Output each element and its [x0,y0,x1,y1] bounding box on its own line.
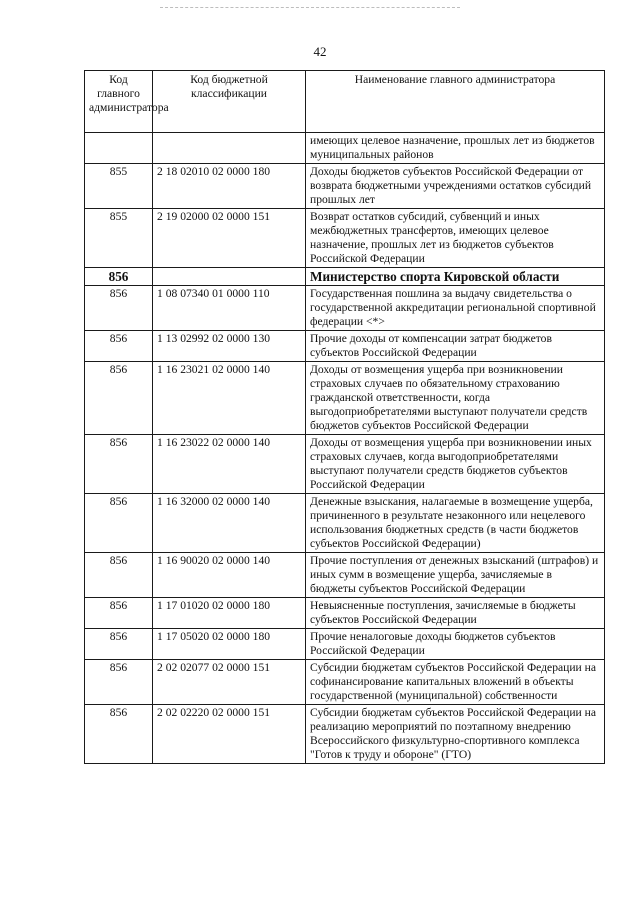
table-row [85,435,605,494]
cell-budget-code: 1 16 23021 02 0000 140 [153,362,306,435]
table-row [85,362,605,435]
cell-budget-code: 1 16 32000 02 0000 140 [153,494,306,553]
table-body [85,133,605,764]
cell-admin-name: Доходы от возмещения ущерба при возникновении иных страховых случаев, когда выгодоприобретателями выступают получатели средств бюджетов субъектов Российской Федерации [306,435,605,494]
cell-admin-code: 856 [85,435,153,494]
table-row [85,494,605,553]
header-budget-code: Код бюджетной классификации [153,71,306,133]
cell-admin-code: 856 [85,598,153,629]
cell-budget-code: 2 02 02220 02 0000 151 [153,705,306,764]
table-row-section [85,268,605,286]
cell-admin-name: Доходы от возмещения ущерба при возникновении страховых случаев по обязательному страхованию гражданской ответственности, когда выгодоприобретателями выступают получатели средств бюджетов субъектов Российской Федерации [306,362,605,435]
cell-admin-name: Доходы бюджетов субъектов Российской Федерации от возврата бюджетными учреждениями остатков субсидий прошлых лет [306,164,605,209]
cell-budget-code: 1 08 07340 01 0000 110 [153,286,306,331]
cell-budget-code: 2 19 02000 02 0000 151 [153,209,306,268]
cell-admin-name: Государственная пошлина за выдачу свидетельства о государственной аккредитации региональной спортивной федерации <*> [306,286,605,331]
table-row [85,660,605,705]
administrators-table [84,70,605,764]
table-row [85,209,605,268]
cell-admin-name: Невыясненные поступления, зачисляемые в бюджеты субъектов Российской Федерации [306,598,605,629]
cell-budget-code: 2 02 02077 02 0000 151 [153,660,306,705]
cell-budget-code: 1 16 23022 02 0000 140 [153,435,306,494]
cell-admin-code: 856 [85,331,153,362]
cell-budget-code [153,133,306,164]
page-number: 42 [313,44,327,59]
cell-admin-code: 856 [85,629,153,660]
cell-budget-code: 2 18 02010 02 0000 180 [153,164,306,209]
cell-admin-code: 856 [85,268,153,286]
table-row [85,598,605,629]
cell-admin-code: 855 [85,209,153,268]
header-admin-name: Наименование главного администратора [306,71,605,133]
cell-admin-code: 856 [85,705,153,764]
table-row [85,133,605,164]
cell-budget-code: 1 17 01020 02 0000 180 [153,598,306,629]
header-row [85,71,605,133]
top-scan-mark [160,7,460,8]
table-row [85,331,605,362]
cell-budget-code: 1 13 02992 02 0000 130 [153,331,306,362]
table-row [85,286,605,331]
cell-admin-name: Прочие доходы от компенсации затрат бюджетов субъектов Российской Федерации [306,331,605,362]
cell-admin-name: имеющих целевое назначение, прошлых лет из бюджетов муниципальных районов [306,133,605,164]
cell-admin-code: 856 [85,660,153,705]
table-row [85,629,605,660]
cell-admin-name: Возврат остатков субсидий, субвенций и иных межбюджетных трансфертов, имеющих целевое назначение, прошлых лет из бюджетов субъектов Российской Федерации [306,209,605,268]
header-admin-code: Код главного администратора [85,71,153,133]
cell-admin-code: 855 [85,164,153,209]
cell-admin-name: Прочие неналоговые доходы бюджетов субъектов Российской Федерации [306,629,605,660]
cell-budget-code: 1 17 05020 02 0000 180 [153,629,306,660]
cell-admin-name: Прочие поступления от денежных взысканий (штрафов) и иных сумм в возмещение ущерба, зачисляемые в бюджеты субъектов Российской Федерации [306,553,605,598]
cell-admin-name: Министерство спорта Кировской области [306,268,605,286]
cell-admin-code [85,133,153,164]
cell-admin-name: Субсидии бюджетам субъектов Российской Федерации на реализацию мероприятий по поэтапному внедрению Всероссийского физкультурно-спортивного комплекса "Готов к труду и обороне" (ГТО) [306,705,605,764]
cell-admin-name: Денежные взыскания, налагаемые в возмещение ущерба, причиненного в результате незаконного или нецелевого использования бюджетных средств (в части бюджетов субъектов Российской Федерации) [306,494,605,553]
cell-budget-code [153,268,306,286]
table-row [85,705,605,764]
table-row [85,164,605,209]
table-row [85,553,605,598]
cell-admin-code: 856 [85,286,153,331]
cell-admin-name: Субсидии бюджетам субъектов Российской Федерации на софинансирование капитальных вложений в объекты государственной (муниципальной) собственности [306,660,605,705]
table-header [85,71,605,133]
cell-admin-code: 856 [85,494,153,553]
cell-admin-code: 856 [85,362,153,435]
cell-admin-code: 856 [85,553,153,598]
cell-budget-code: 1 16 90020 02 0000 140 [153,553,306,598]
